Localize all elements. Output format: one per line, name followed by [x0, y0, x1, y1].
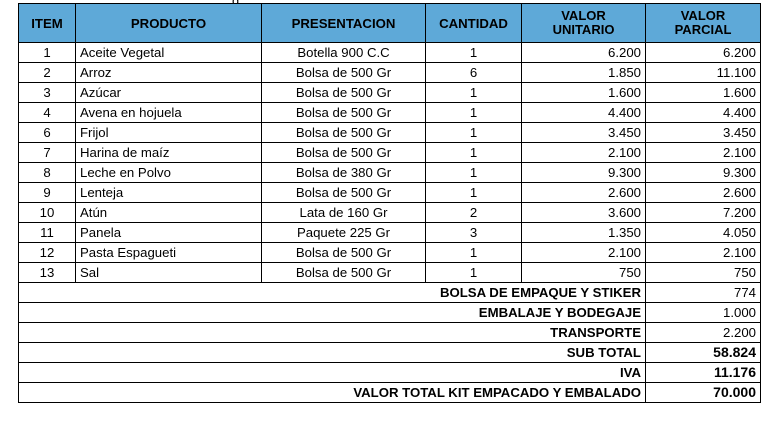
summary-value: 11.176: [646, 363, 761, 383]
product-cell: Arroz: [76, 63, 262, 83]
product-cell: Atún: [76, 203, 262, 223]
product-cell: Frijol: [76, 123, 262, 143]
partial-value-cell: 1.600: [646, 83, 761, 103]
unit-value-cell: 1.350: [522, 223, 646, 243]
header-valor-unitario: [522, 4, 646, 43]
item-cell: 9: [19, 183, 76, 203]
table-row: [19, 223, 761, 243]
quantity-cell: 1: [426, 43, 522, 63]
header-cantidad: CANTIDAD: [426, 4, 522, 43]
presentation-cell: Bolsa de 500 Gr: [262, 103, 426, 123]
summary-row: [19, 323, 761, 343]
table-row: [19, 103, 761, 123]
item-cell: 2: [19, 63, 76, 83]
partial-value-cell: 2.100: [646, 143, 761, 163]
product-cell: Harina de maíz: [76, 143, 262, 163]
presentation-cell: Bolsa de 500 Gr: [262, 123, 426, 143]
product-cell: Aceite Vegetal: [76, 43, 262, 63]
summary-value: 58.824: [646, 343, 761, 363]
product-cell: Pasta Espagueti: [76, 243, 262, 263]
presentation-cell: Bolsa de 380 Gr: [262, 163, 426, 183]
quantity-cell: 6: [426, 63, 522, 83]
quantity-cell: 1: [426, 163, 522, 183]
table-row: [19, 263, 761, 283]
header-valor-unitario-line1: VALOR: [561, 8, 606, 23]
table-row: [19, 83, 761, 103]
partial-value-cell: 7.200: [646, 203, 761, 223]
header-item: ITEM: [19, 4, 76, 43]
quantity-cell: 3: [426, 223, 522, 243]
table-row: [19, 203, 761, 223]
table-row: [19, 43, 761, 63]
header-valor-parcial-line2: PARCIAL: [674, 22, 732, 37]
partial-value-cell: 4.050: [646, 223, 761, 243]
header-valor-unitario-line2: UNITARIO: [552, 22, 615, 37]
partial-value-cell: 11.100: [646, 63, 761, 83]
quantity-cell: 2: [426, 203, 522, 223]
unit-value-cell: 3.600: [522, 203, 646, 223]
presentation-cell: Bolsa de 500 Gr: [262, 83, 426, 103]
item-cell: 1: [19, 43, 76, 63]
item-cell: 7: [19, 143, 76, 163]
partial-value-cell: 3.450: [646, 123, 761, 143]
summary-row: [19, 363, 761, 383]
table-row: [19, 143, 761, 163]
unit-value-cell: 3.450: [522, 123, 646, 143]
partial-value-cell: 2.600: [646, 183, 761, 203]
item-cell: 11: [19, 223, 76, 243]
presentation-cell: Paquete 225 Gr: [262, 223, 426, 243]
unit-value-cell: 4.400: [522, 103, 646, 123]
unit-value-cell: 9.300: [522, 163, 646, 183]
summary-label: TRANSPORTE: [19, 323, 646, 343]
summary-label: IVA: [19, 363, 646, 383]
partial-value-cell: 6.200: [646, 43, 761, 63]
summary-value: 774: [646, 283, 761, 303]
presentation-cell: Botella 900 C.C: [262, 43, 426, 63]
unit-value-cell: 2.100: [522, 143, 646, 163]
header-presentacion: PRESENTACION: [262, 4, 426, 43]
quantity-cell: 1: [426, 183, 522, 203]
table-row: [19, 123, 761, 143]
unit-value-cell: 750: [522, 263, 646, 283]
unit-value-cell: 6.200: [522, 43, 646, 63]
partial-value-cell: 750: [646, 263, 761, 283]
table-row: [19, 63, 761, 83]
unit-value-cell: 2.600: [522, 183, 646, 203]
product-cell: Azúcar: [76, 83, 262, 103]
unit-value-cell: 1.850: [522, 63, 646, 83]
quantity-cell: 1: [426, 263, 522, 283]
summary-value: 1.000: [646, 303, 761, 323]
quantity-cell: 1: [426, 123, 522, 143]
quantity-cell: 1: [426, 83, 522, 103]
item-cell: 8: [19, 163, 76, 183]
table-summary: [19, 283, 761, 403]
presentation-cell: Bolsa de 500 Gr: [262, 183, 426, 203]
table-row: [19, 183, 761, 203]
product-cell: Leche en Polvo: [76, 163, 262, 183]
presentation-cell: Bolsa de 500 Gr: [262, 143, 426, 163]
price-table: [18, 3, 761, 403]
summary-value: 2.200: [646, 323, 761, 343]
header-valor-parcial: [646, 4, 761, 43]
partial-value-cell: 9.300: [646, 163, 761, 183]
table-body: [19, 43, 761, 283]
table-row: [19, 163, 761, 183]
presentation-cell: Bolsa de 500 Gr: [262, 263, 426, 283]
partial-value-cell: 4.400: [646, 103, 761, 123]
partial-value-cell: 2.100: [646, 243, 761, 263]
summary-label: VALOR TOTAL KIT EMPACADO Y EMBALADO: [19, 383, 646, 403]
unit-value-cell: 2.100: [522, 243, 646, 263]
item-cell: 3: [19, 83, 76, 103]
item-cell: 13: [19, 263, 76, 283]
summary-row: [19, 343, 761, 363]
summary-label: SUB TOTAL: [19, 343, 646, 363]
quantity-cell: 1: [426, 143, 522, 163]
summary-row: [19, 283, 761, 303]
item-cell: 10: [19, 203, 76, 223]
table-row: [19, 243, 761, 263]
item-cell: 12: [19, 243, 76, 263]
quantity-cell: 1: [426, 243, 522, 263]
header-producto: PRODUCTO: [76, 4, 262, 43]
product-cell: Avena en hojuela: [76, 103, 262, 123]
product-cell: Lenteja: [76, 183, 262, 203]
summary-label: BOLSA DE EMPAQUE Y STIKER: [19, 283, 646, 303]
presentation-cell: Lata de 160 Gr: [262, 203, 426, 223]
item-cell: 4: [19, 103, 76, 123]
summary-label: EMBALAJE Y BODEGAJE: [19, 303, 646, 323]
product-cell: Sal: [76, 263, 262, 283]
header-valor-parcial-line1: VALOR: [680, 8, 726, 23]
quantity-cell: 1: [426, 103, 522, 123]
header-row: [19, 4, 761, 43]
summary-row: [19, 303, 761, 323]
summary-row: [19, 383, 761, 403]
presentation-cell: Bolsa de 500 Gr: [262, 63, 426, 83]
unit-value-cell: 1.600: [522, 83, 646, 103]
presentation-cell: Bolsa de 500 Gr: [262, 243, 426, 263]
summary-value: 70.000: [646, 383, 761, 403]
item-cell: 6: [19, 123, 76, 143]
product-cell: Panela: [76, 223, 262, 243]
